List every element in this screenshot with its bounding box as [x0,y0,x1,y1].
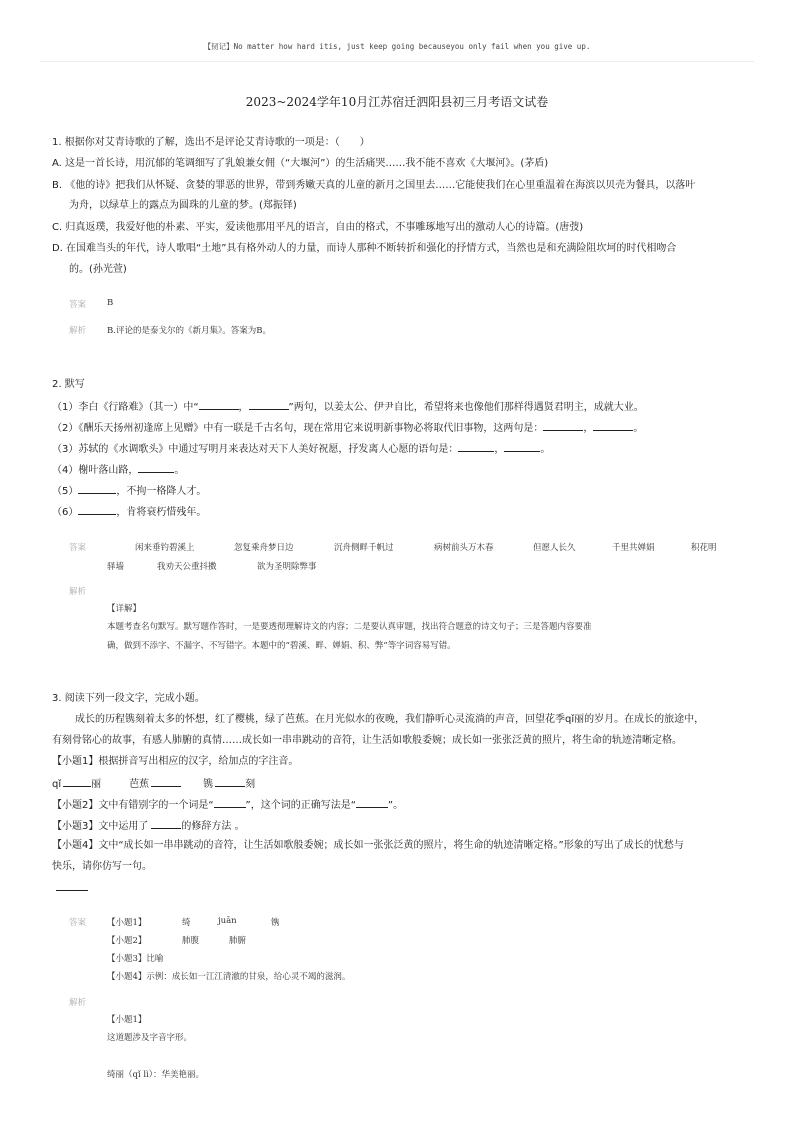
q1-answer: B [107,298,114,308]
q2-blank[interactable] [458,441,494,452]
q2-answer-item: 驿墙 [107,562,125,572]
q2-blank[interactable] [504,441,540,452]
q3-analysis-label: 解析 [69,998,87,1008]
q3-blank[interactable] [215,776,245,787]
q3-analysis-line: 绮丽（qǐ lì）：华美艳丽。 [107,1070,205,1080]
q3-stem: 3. 阅读下列一段文字，完成小题。 [52,693,205,704]
q3-sub4: 【小题4】文中“成长如一串串跳动的音符，让生活如歌般委婉；成长如一张张泛黄的照片，将生命的轨迹清晰定格。”形象的写出了成长的忧愁与 [52,840,684,851]
q3-ans1-value: 绮 [182,918,191,928]
q3-sub4-cont: 快乐，请你仿写一句。 [52,861,152,872]
q2-blank[interactable] [199,399,239,410]
q2-answer-label: 答案 [69,543,87,553]
q3-ans2-label: 【小题2】 [107,936,147,946]
q3-blank[interactable] [356,797,388,808]
q2-analysis-line: 本题考查名句默写。默写题作答时，一是要透彻理解诗文的内容；二是要认真审题，找出符合题意的诗文句子；三是答题内容要准 [107,622,592,632]
q2-analysis-head: 【详解】 [107,604,142,614]
q1-option-d-cont: 的。(孙光萱) [69,264,127,275]
q3-ans1-value: juān [218,916,237,926]
q1-analysis: B.评论的是泰戈尔的《新月集》。答案为B。 [107,326,271,336]
q2-answer-item: 我劝天公重抖擞 [157,562,217,572]
q2-analysis-label: 解析 [69,587,87,597]
q2-answer-item: 病树前头万木春 [434,543,494,553]
q2-blank[interactable] [543,420,583,431]
page-title: 2023~2024学年10月江苏宿迁泗阳县初三月考语文试卷 [245,95,549,109]
q3-blank[interactable] [151,776,181,787]
q3-ans1-value: 镌 [271,918,280,928]
q1-option-a[interactable]: A. 这是一首长诗，用沉郁的笔调细写了乳娘兼女佣（“大堰河”）的生活痛哭……我不能不喜欢《大堰河》。(茅盾) [52,158,549,169]
q2-answer-item: 沉舟侧畔千帆过 [334,543,394,553]
q3-ans3: 【小题3】比喻 [107,954,164,964]
q3-sub2: 【小题2】文中有错别字的一个词是“ ”，这个词的正确写法是“ ”。 [52,797,403,813]
q3-blank[interactable] [151,818,181,829]
q3-blank[interactable] [214,797,246,808]
q2-item-5: （5） ，不拘一格降人才。 [52,483,206,499]
q3-passage-line: 成长的历程镌刻着太多的怀想，红了樱桃，绿了芭蕉。在月光似水的夜晚，我们静听心灵流淌的声音，回望花季qǐ丽的岁月。在成长的旅途中， [75,714,705,725]
q2-answer-item: 欲为圣明除弊事 [257,562,317,572]
q3-sub1-fill: qǐ 丽 芭蕉 镌 刻 [52,776,255,792]
q3-blank[interactable] [63,776,91,787]
q3-ans2-value: 肺腑 [229,936,247,946]
q3-analysis-line: 这道题涉及字音字形。 [107,1033,193,1043]
q2-answer-item: 但愿人长久 [533,543,576,553]
q2-analysis-line: 确，做到不添字、不漏字、不写错字。本题中的“碧溪、畔、婵娟、积、弊”等字词容易写错。 [107,641,456,651]
top-motto: 【韧记】No matter how hard itis, just keep going becauseyou only fail when you give up. [203,42,591,51]
q3-sub3: 【小题3】文中运用了 的修辞方法 。 [52,818,245,834]
q2-answer-item: 忽复乘舟梦日边 [234,543,294,553]
q2-blank[interactable] [249,399,289,410]
q2-blank[interactable] [78,504,116,515]
q2-item-2: （2）《酬乐天扬州初逢席上见赠》中有一联是千古名句，现在常用它来说明新事物必将取代旧事物，这两句是： ， 。 [52,420,643,436]
q2-blank[interactable] [78,483,116,494]
q2-blank[interactable] [593,420,633,431]
q2-item-1-text: （1）李白《行路难》（其一）中“ [52,402,199,413]
q2-item-6: （6） ，肯将衰朽惜残年。 [52,504,206,520]
q3-ans2-value: 肺腹 [182,936,200,946]
q1-option-b-cont: 为舟，以绿草上的露点为圆珠的儿童的梦。(郑振铎) [69,200,297,211]
q1-analysis-label: 解析 [69,326,87,336]
q3-sub1: 【小题1】根据拼音写出相应的汉字，给加点的字注音。 [52,756,299,767]
q2-item-1: （1）李白《行路难》（其一）中“ ， ”两句，以姜太公、伊尹自比，希望将来也像他们那样得遇贤君明主，成就大业。 [52,399,644,415]
q3-ans4: 【小题4】示例：成长如一江江清澈的甘泉，给心灵不竭的滋润。 [107,972,351,982]
q2-answer-item: 闲来垂钓碧溪上 [135,543,195,553]
q2-answer-item: 积花明 [691,543,717,553]
q2-item-4: （4）榭叶落山路， 。 [52,462,184,478]
q2-answer-item: 千里共婵娟 [612,543,655,553]
q2-blank[interactable] [138,462,174,473]
q3-answer-label: 答案 [69,918,87,928]
q3-passage-line: 有刻骨铭心的故事，有感人肺腑的真情……成长如一串串跳动的音符，让生活如歌般委婉；成长如一张张泛黄的照片，将生命的轨迹清晰定格。 [52,735,682,746]
q2-stem: 2. 默写 [52,379,85,390]
q3-ans1-label: 【小题1】 [107,918,147,928]
header-divider [40,61,754,62]
q3-answer-blank[interactable] [56,890,88,891]
q1-answer-label: 答案 [69,300,87,310]
q2-item-3: （3）苏轼的《水调歌头》中通过写明月来表达对天下人美好祝愿，抒发离人心愿的语句是： ， 。 [52,441,550,457]
q1-option-c[interactable]: C. 归真返璞，我爱好他的朴素、平实，爱读他那用平凡的语言，自由的格式，不事雕琢地写出的激动人心的诗篇。(唐弢) [52,222,584,233]
q1-option-d[interactable]: D. 在国难当头的年代，诗人歌唱“土地”具有格外动人的力量，而诗人那种不断转折和强化的抒情方式，当然也是和充满险阻坎坷的时代相吻合 [52,243,677,254]
q1-stem: 1. 根据你对艾青诗歌的了解，选出不是评论艾青诗歌的一项是：（ ） [52,137,370,148]
q3-analysis-head: 【小题1】 [107,1015,147,1025]
q1-option-b[interactable]: B. 《他的诗》把我们从怀疑、贪婪的罪恶的世界，带到秀嫩天真的儿童的新月之国里去……它能使我们在心里重温着在海滨以贝壳为餐具，以落叶 [52,180,696,191]
